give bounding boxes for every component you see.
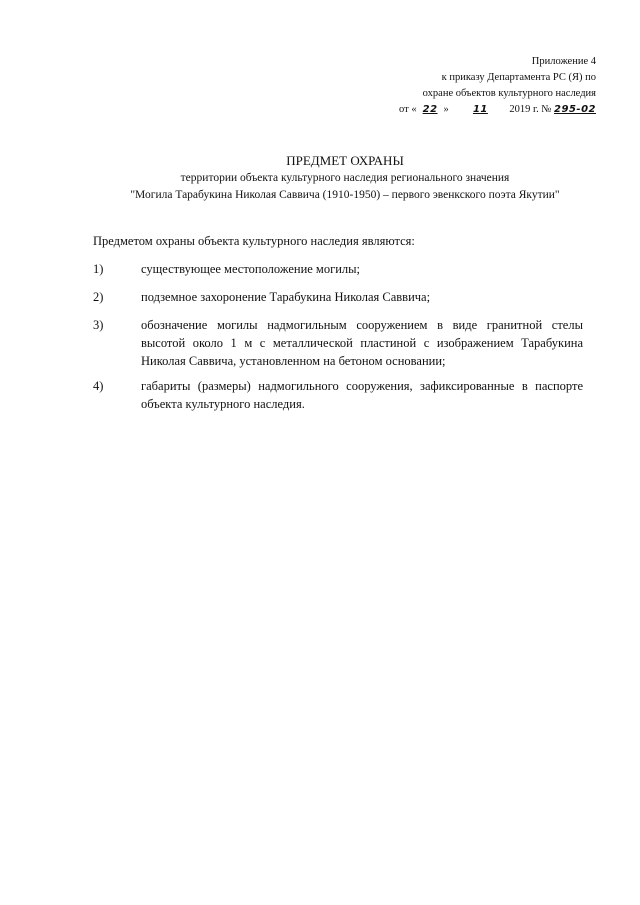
order-number: 295-02 bbox=[554, 104, 596, 115]
date-mid: » bbox=[443, 104, 449, 115]
intro-text: Предметом охраны объекта культурного наследия являются: bbox=[93, 234, 415, 248]
date-year: 2019 г. № bbox=[509, 104, 552, 115]
list-item-number: 3) bbox=[93, 318, 104, 332]
date-prefix: от « bbox=[399, 104, 417, 115]
list-item-text: обозначение могилы надмогильным сооружением в виде гранитной стелы высотой около 1 м с металлической пластиной с изображением Тарабукина Николая Саввича, установленном на бетоном основании; bbox=[141, 318, 583, 368]
list-item-text: существующее местоположение могилы; bbox=[141, 262, 361, 276]
list-item-number: 1) bbox=[93, 262, 104, 276]
date-month: 11 bbox=[472, 104, 488, 115]
appendix-header bbox=[399, 54, 596, 118]
appendix-date-line bbox=[399, 102, 596, 118]
list-item-number: 4) bbox=[93, 379, 104, 393]
list-item-text: подземное захоронение Тарабукина Николая Саввича; bbox=[141, 290, 431, 304]
date-day: 22 bbox=[422, 104, 438, 115]
appendix-title: Приложение 4 bbox=[531, 56, 596, 67]
appendix-order-ref: к приказу Департамента РС (Я) по bbox=[441, 72, 596, 83]
list-item-text: габариты (размеры) надмогильного сооружения, зафиксированные в паспорте объекта культурного наследия. bbox=[141, 379, 583, 411]
object-name: "Могила Тарабукина Николая Саввича (1910-1950) – первого эвенкского поэта Якутии" bbox=[130, 189, 560, 201]
appendix-department: охране объектов культурного наследия bbox=[422, 88, 596, 99]
title-block bbox=[60, 152, 640, 204]
document-subheading: территории объекта культурного наследия регионального значения bbox=[180, 172, 510, 184]
document-heading: ПРЕДМЕТ ОХРАНЫ bbox=[286, 153, 404, 168]
list-item-number: 2) bbox=[93, 290, 104, 304]
